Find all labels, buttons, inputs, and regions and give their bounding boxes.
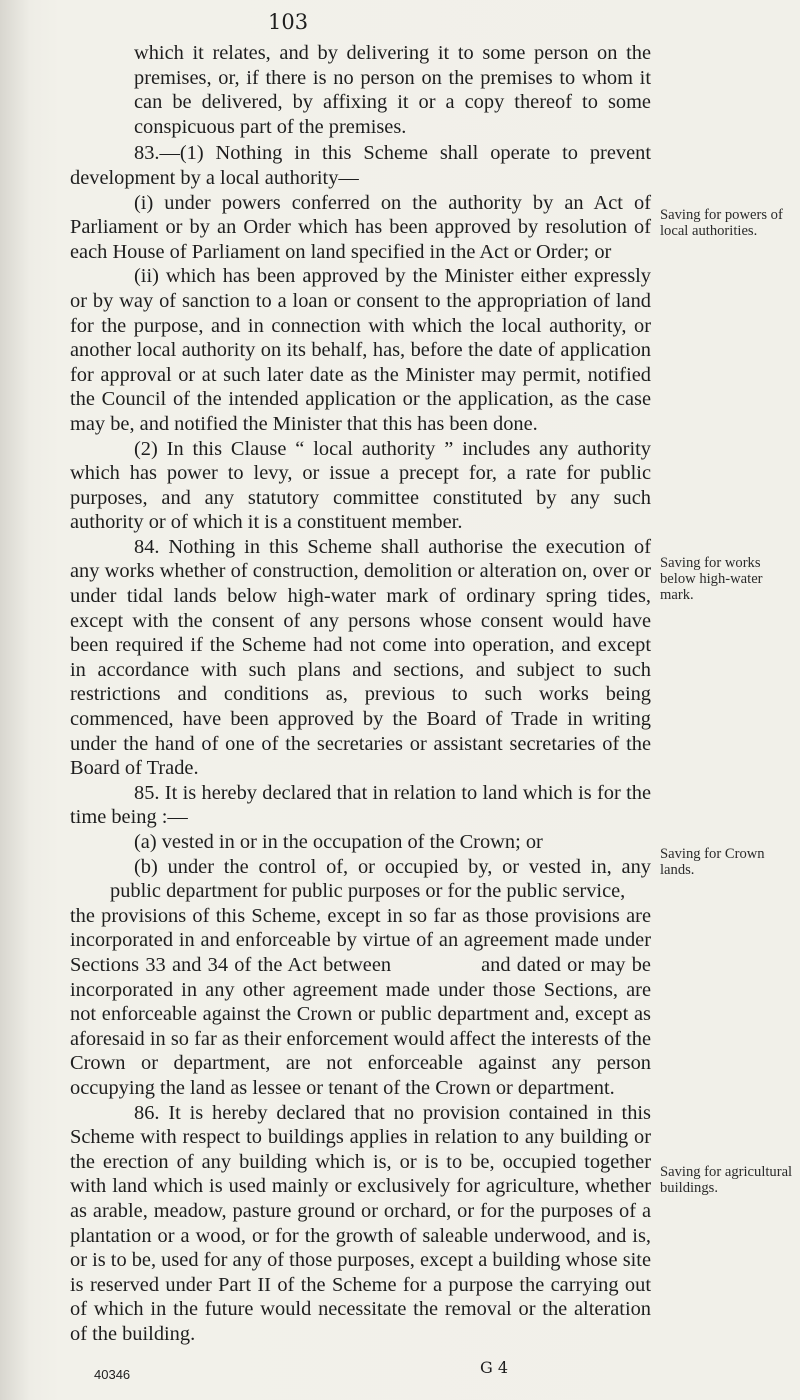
paragraph-intro-continuation: which it relates, and by delivering it to some person on the premises, or, if there is no person on the premises to whom it can be delivered, by affixing it or a copy thereof to some conspicuous part of the premises.: [134, 42, 651, 138]
print-code: 40346: [94, 1367, 131, 1382]
clause-85: 85. It is hereby declared that in relation to land which is for the time being :—: [70, 781, 651, 829]
clause-83-2: (2) In this Clause “ local authority ” includes any authority which has power to levy, or issue a precept for, a rate for public purposes, and any statutory committee constituted by any such authority or of which it is a constituent member.: [70, 437, 651, 534]
clause-85-cont-a: the provisions of this Scheme, except in so far as those provisions are incorporated in and enforceable by virtue of an agreement made under Sections 33 and 34 of the Act between: [70, 904, 651, 976]
marginal-note-85: Saving for Crown lands.: [660, 846, 765, 878]
clause-83-1: 83.—(1) Nothing in this Scheme shall operate to prevent development by a local authority—: [70, 142, 651, 189]
clause-83-i: (i) under powers conferred on the authority by an Act of Parliament or by an Order which has been approved by resolution of each House of Parliament on land specified in the Act or Order; or: [70, 191, 651, 263]
marginal-note-86: Saving for agricultural buildings.: [660, 1164, 793, 1196]
clause-83-ii: (ii) which has been approved by the Minister either expressly or by way of sanction to a loan or consent to the appropriation of land for the purpose, and in connection with which the local authority, or another local authority on its behalf, has, before the date of application for approval or at such later date as the Minister may permit, notified the Council of the intended application or the application, as the case may be, and notified the Minister that this has been done.: [70, 265, 651, 435]
clause-84: 84. Nothing in this Scheme shall authorise the execution of any works whether of construction, demolition or alteration on, over or under tidal lands below high-water mark of ordinary spring tides, except with the consent of any persons whose consent would have been required if the Scheme had not come into operation, and except in accordance with such plans and sections, and subject to such restrictions and conditions as, previous to such works being commenced, have been approved by the Board of Trade in writing under the hand of one of the secretaries or assistant secretaries of the Board of Trade.: [70, 535, 651, 780]
clause-85-and-dated: and dated: [481, 953, 561, 976]
clause-85-b: (b) under the control of, or occupied by, or vested in, any public department for public purposes or for the public service,: [110, 855, 651, 903]
clause-85-cont-b: or may be incorporated in any other agreement made under those Sections, are not enforceable against the Crown or public department and, except as aforesaid in so far as their enforcement would affect the interests of the Crown or department, are not enforceable against any person occupying the land as lessee or tenant of the Crown or department.: [70, 953, 651, 1099]
body-text: [70, 41, 651, 1346]
clause-85-continuation: [70, 904, 651, 1101]
marginal-note-83: Saving for powers of local authorities.: [660, 207, 783, 239]
page-number: 103: [268, 10, 309, 34]
clause-85-a: (a) vested in or in the occupation of the Crown; or: [134, 831, 543, 853]
marginal-note-84: Saving for works below high-water mark.: [660, 555, 763, 603]
signature-mark: G 4: [480, 1358, 509, 1377]
clause-86: 86. It is hereby declared that no provision contained in this Scheme with respect to buildings applies in relation to any building or the erection of any building which is, or is to be, occupied together with land which is used mainly or exclusively for agriculture, whether as arable, meadow, pasture ground or orchard, or for the purposes of a plantation or a wood, or for the growth of saleable underwood, and is, or is to be, used for any of those purposes, except a building whose site is reserved under Part II of the Scheme for a purpose the carrying out of which in the future would necessitate the removal or the alteration of the building.: [70, 1101, 652, 1345]
